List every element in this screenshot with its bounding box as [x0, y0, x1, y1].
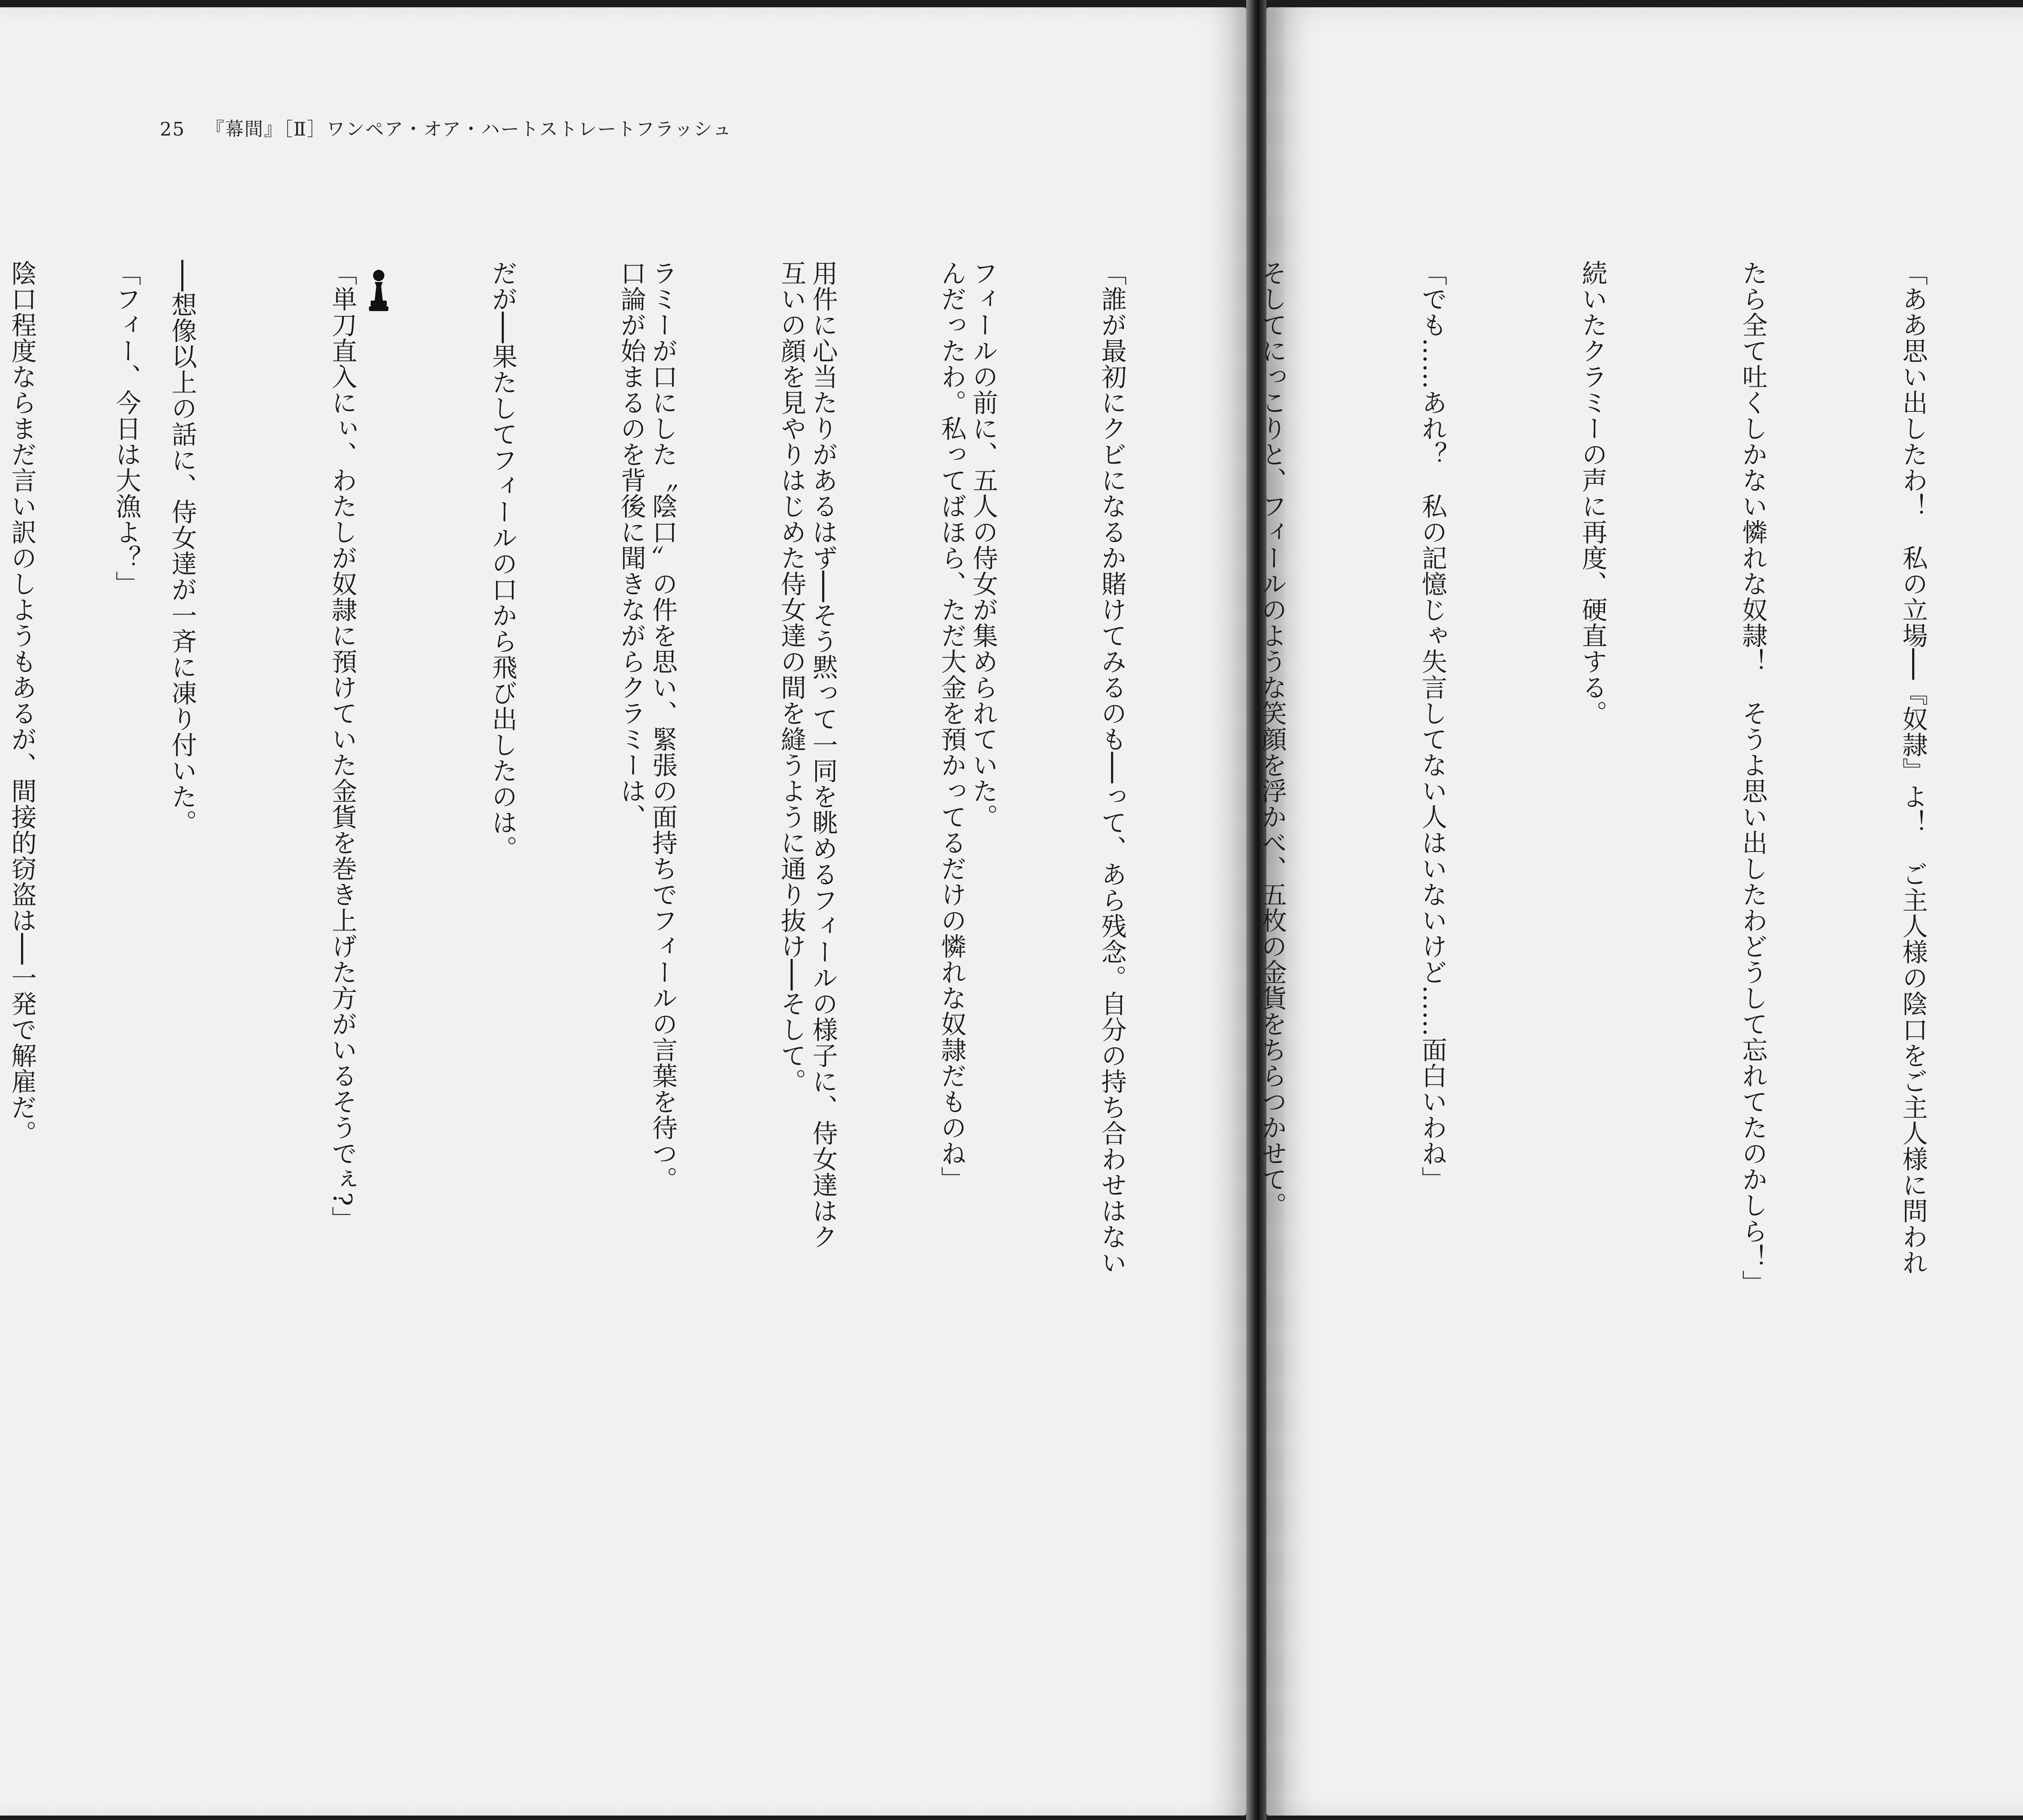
- text-line: たら全て吐くしかない憐れな奴隷！ そうよ思い出したわどうして忘れてたのかしら！」: [1738, 260, 1768, 1296]
- text-line: 「フィー、今日は大漁よ？」: [112, 260, 141, 597]
- text-line: ──想像以上の話に、侍女達が一斉に凍り付いた。: [168, 260, 197, 835]
- text-line: 続いたクラミーの声に再度、硬直する。: [1578, 260, 1607, 726]
- text-line: だが──果たしてフィールの口から飛び出したのは。: [488, 260, 517, 861]
- text-line: 互いの顔を見やりはじめた侍女達の間を縫うように通り抜け──そして。: [777, 260, 806, 1094]
- text-line: 「ああ思い出したわ！ 私の立場──『奴隷』よ！ ご主人様の陰口をご主人様に問われ: [1898, 260, 1928, 1275]
- left-running-title: 『幕間』［Ⅱ］ワンペア・オア・ハートストレートフラッシュ: [206, 118, 732, 140]
- text-line: 口論が始まるのを背後に聞きながらクラミーは、: [617, 260, 646, 830]
- left-running-head: [160, 114, 732, 141]
- text-line: 「単刀直入にぃ、わたしが奴隷に預けていた金貨を巻き上げた方がいるそうでぇ?」: [328, 260, 357, 1232]
- text-line: 「でも……あれ？ 私の記憶じゃ失言してない人はいないけど……面白いわね」: [1418, 260, 1447, 1192]
- text-line: 陰口程度ならまだ言い訳のしようもあるが、間接的窃盗は──一発で解雇だ。: [7, 260, 37, 1146]
- chess-pawn-icon: [260, 260, 498, 325]
- left-page-number: 25: [160, 118, 185, 140]
- text-line: 用件に心当たりがあるはず──そう黙って一同を眺めるフィールの様子に、侍女達はク: [808, 260, 838, 1250]
- text-line: んだったわ。私ってばほら、ただ大金を預かってるだけの憐れな奴隷だものね」: [937, 260, 967, 1192]
- text-line: ラミーが口にした〝陰口〟の件を思い、緊張の面持ちでフィールの言葉を待つ。: [648, 260, 678, 1192]
- text-line: フィールの前に、五人の侍女が集められていた。: [969, 260, 998, 830]
- text-line: 「誰が最初にクビになるか賭けてみるのも──って、あら残念。自分の持ち合わせはない: [1097, 260, 1127, 1275]
- text-line: そしてにっこりと、フィールのような笑顔を浮かべ、五枚の金貨をちらつかせて。: [1257, 260, 1287, 1218]
